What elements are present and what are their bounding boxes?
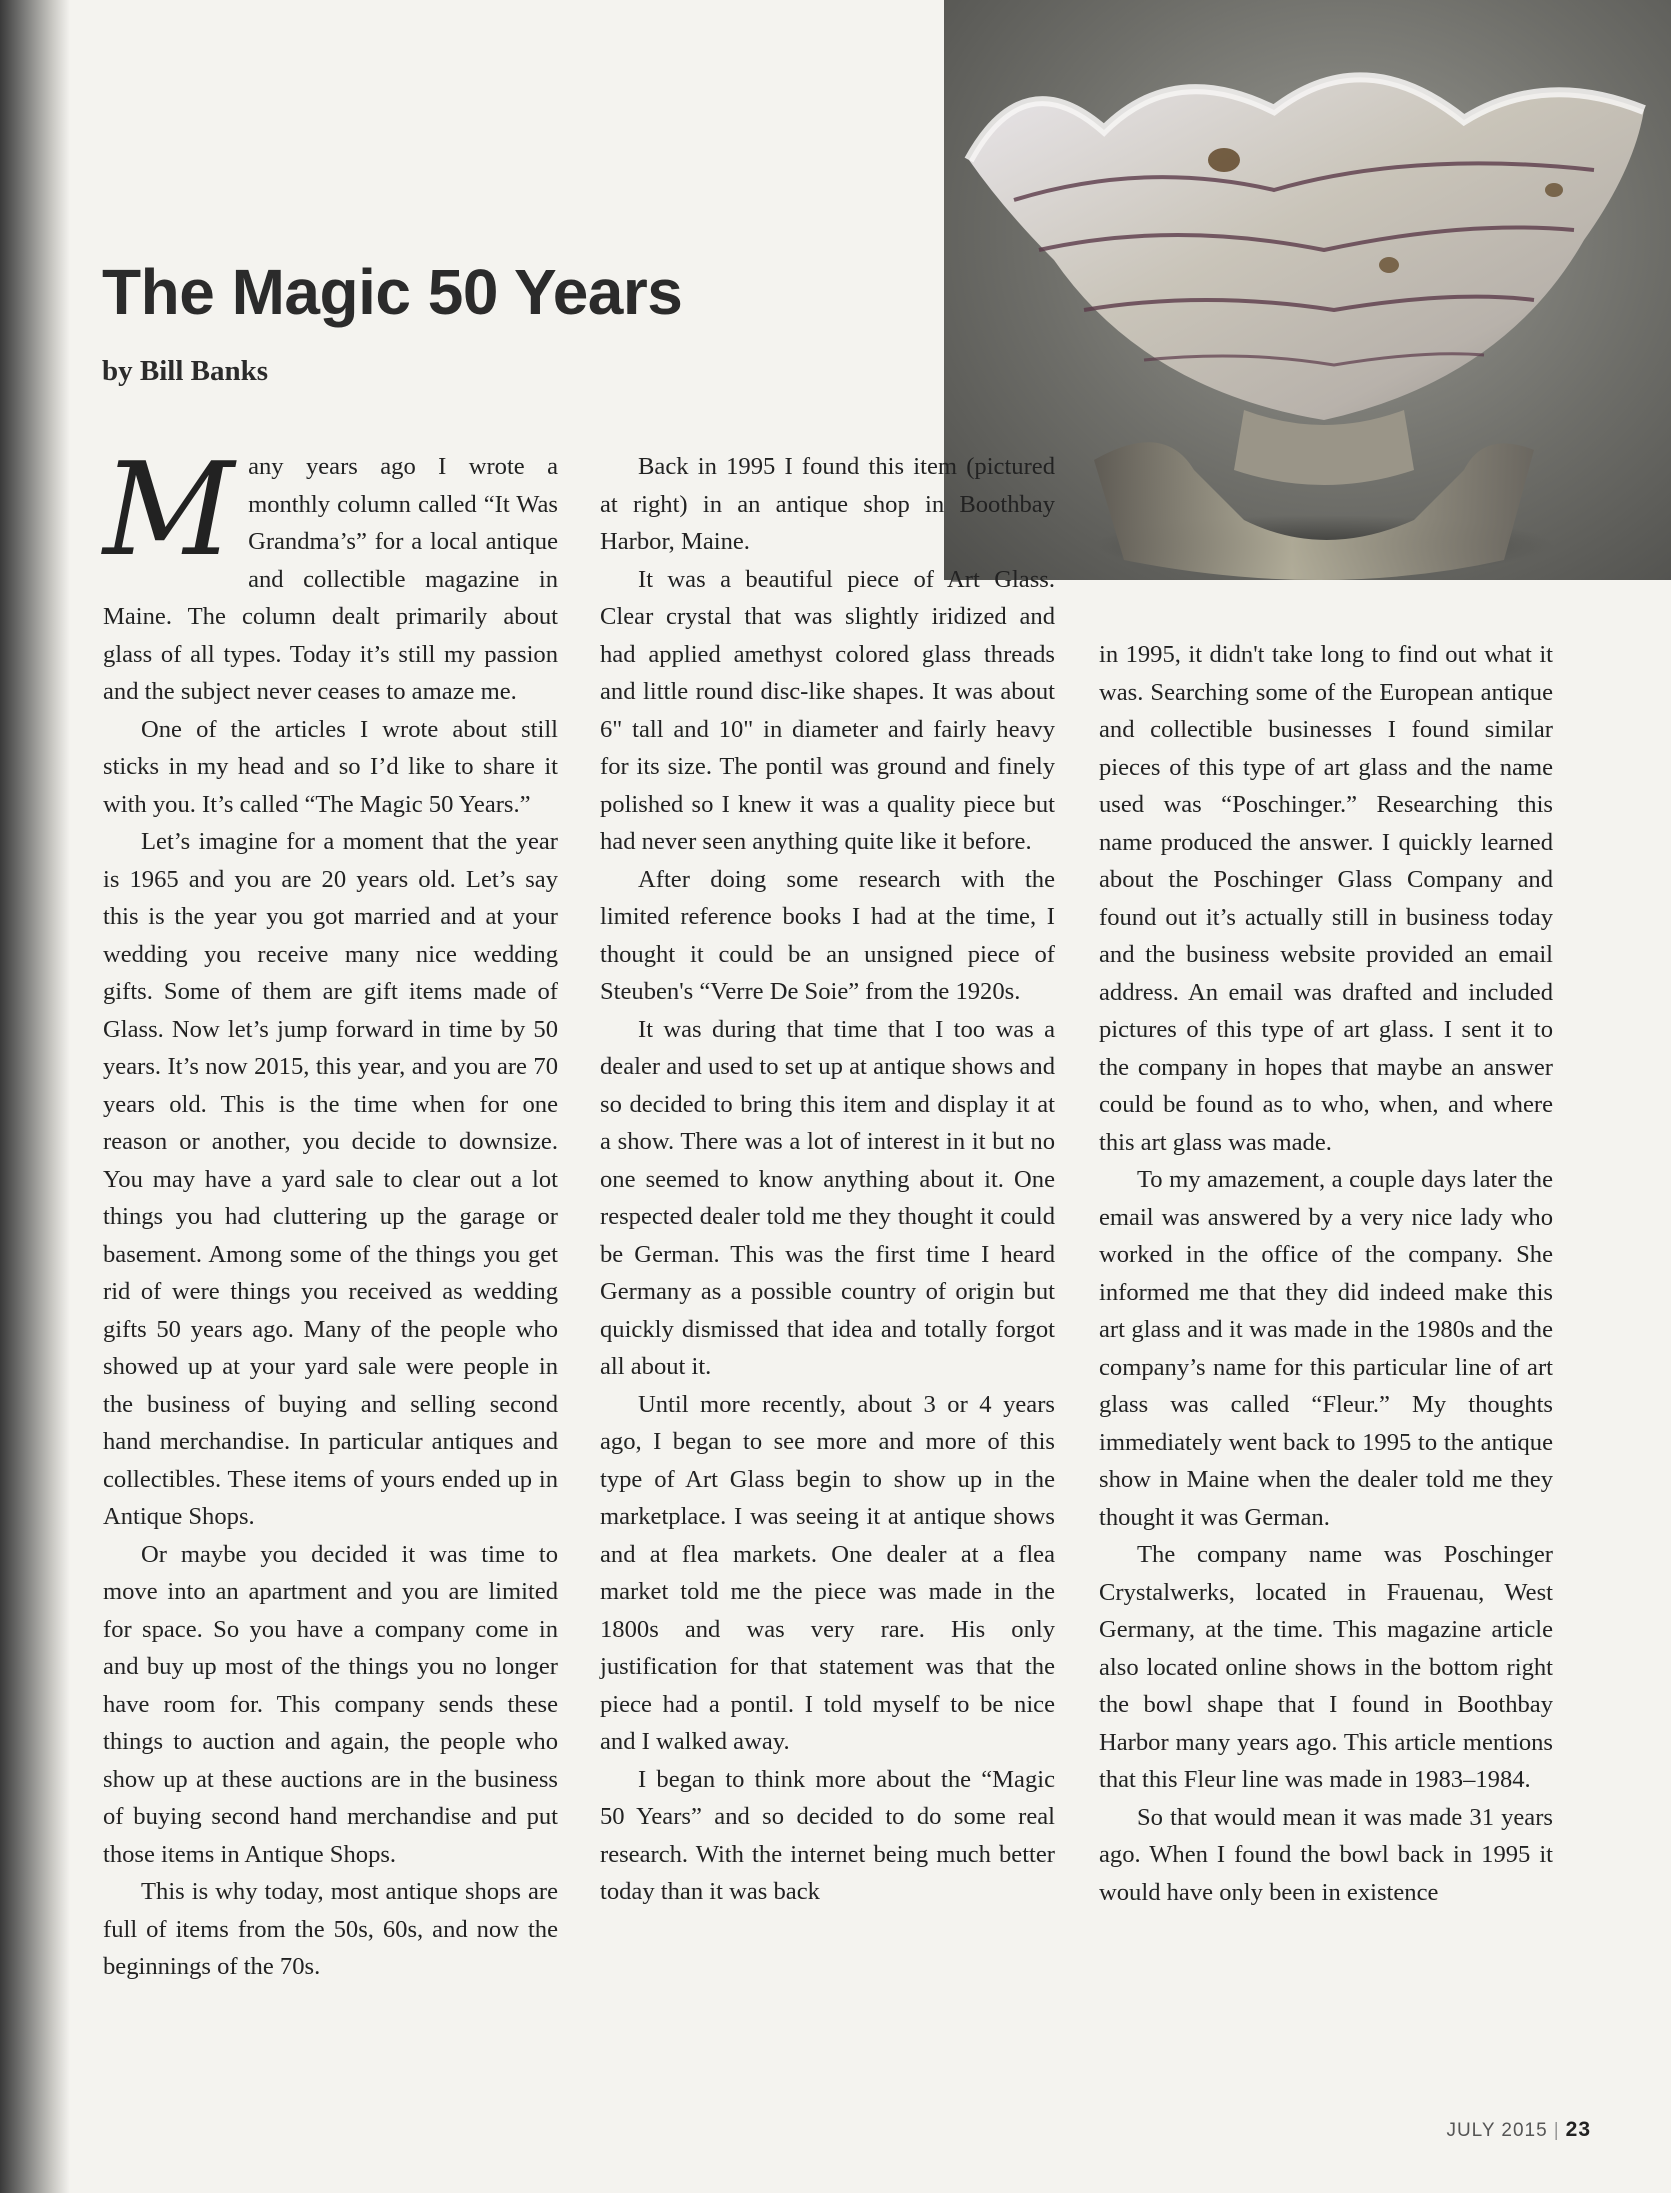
- paragraph: After doing some research with the limited reference books I had at the time, I thought it could be an unsigned piece of Steuben's “Verre De Soie” from the 1920s.: [600, 865, 1055, 1005]
- paragraph: I began to think more about the “Magic 50 Years” and so decided to do some real research. With the internet being much better today than it was back: [600, 1765, 1055, 1905]
- paragraph: Or maybe you decided it was time to move into an apartment and you are limited for space. So you have a company come in and buy up most of the things you no longer have room for. This company sends these things to auction and again, the people who show up at these auctions are in the business of buying second hand merchandise and put those items in Antique Shops.: [103, 1540, 558, 1868]
- text-column-2: [600, 448, 1055, 1911]
- article-byline: by Bill Banks: [102, 355, 269, 387]
- drop-cap: M: [103, 436, 235, 585]
- text-column-1: [103, 436, 558, 1986]
- page-footer: [1446, 2118, 1591, 2142]
- issue-date: JULY 2015: [1446, 2120, 1548, 2141]
- paragraph: To my amazement, a couple days later the email was answered by a very nice lady who worked in the office of the company. She informed me that they did indeed make this art glass and it was made in the 1980s and the company’s name for this particular line of art glass was called “Fleur.” My thoughts immediately went back to 1995 to the antique show in Maine when the dealer told me they thought it was German.: [1099, 1166, 1553, 1531]
- page-number: 23: [1565, 2118, 1591, 2141]
- paragraph: This is why today, most antique shops are full of items from the 50s, 60s, and now the beginnings of the 70s.: [103, 1878, 558, 1980]
- paragraph: The company name was Poschinger Crystalwerks, located in Frauenau, West Germany, at the time. This magazine article also located online shows in the bottom right the bowl shape that I found in Boothbay Harbor many years ago. This article mentions that this Fleur line was made in 1983–1984.: [1099, 1541, 1553, 1793]
- paragraph: It was a beautiful piece of Art Glass. Clear crystal that was slightly iridized and had applied amethyst colored glass threads and little round disc-like shapes. It was about 6" tall and 10" in diameter and fairly heavy for its size. The pontil was ground and finely polished so I knew it was a quality piece but had never seen anything quite like it before.: [600, 565, 1055, 855]
- paragraph: Back in 1995 I found this item (pictured at right) in an antique shop in Boothbay Harbor, Maine.: [600, 453, 1055, 555]
- paragraph: Until more recently, about 3 or 4 years ago, I began to see more and more of this type of Art Glass begin to show up in the marketplace. I was seeing it at antique shows and at flea markets. One dealer at a flea market told me the piece was made in the 1800s and was very rare. His only justification for that statement was that the piece had a pontil. I told myself to be nice and I walked away.: [600, 1390, 1055, 1755]
- paragraph: [103, 436, 558, 711]
- paragraph-text: any years ago I wrote a monthly column called “It Was Grandma’s” for a local antique and collectible magazine in Maine. The column dealt primarily about glass of all types. Today it’s still my passion and the subject never ceases to amaze me.: [103, 453, 558, 705]
- paragraph: in 1995, it didn't take long to find out what it was. Searching some of the European antique and collectible businesses I found similar pieces of this type of art glass and the name used was “Poschinger.” Researching this name produced the answer. I quickly learned about the Poschinger Glass Company and found out it’s actually still in business today and the business website provided an email address. An email was drafted and included pictures of this type of art glass. I sent it to the company in hopes that maybe an answer could be found as to who, when, and where this art glass was made.: [1099, 641, 1553, 1156]
- paragraph: So that would mean it was made 31 years ago. When I found the bowl back in 1995 it would have only been in existence: [1099, 1803, 1553, 1906]
- paragraph: Let’s imagine for a moment that the year is 1965 and you are 20 years old. Let’s say this is the year you got married and at your wedding you receive many nice wedding gifts. Some of them are gift items made of Glass. Now let’s jump forward in time by 50 years. It’s now 2015, this year, and you are 70 years old. This is the time when for one reason or another, you decide to downsize. You may have a yard sale to clear out a lot things you had cluttering up the garage or basement. Among some of the things you get rid of were things you received as wedding gifts 50 years ago. Many of the people who showed up at your yard sale were people in the business of buying and selling second hand merchandise. In particular antiques and collectibles. These items of yours ended up in Antique Shops.: [103, 828, 558, 1530]
- article-title: The Magic 50 Years: [102, 256, 683, 328]
- paragraph: One of the articles I wrote about still sticks in my head and so I’d like to share it with you. It’s called “The Magic 50 Years.”: [103, 715, 558, 818]
- page-binding-shadow: [0, 0, 70, 2193]
- text-column-3: [1099, 636, 1553, 1911]
- paragraph: It was during that time that I too was a dealer and used to set up at antique shows and so decided to bring this item and display it at a show. There was a lot of interest in it but no one seemed to know anything about it. One respected dealer told me they thought it could be German. This was the first time I heard Germany as a possible country of origin but quickly dismissed that idea and totally forgot all about it.: [600, 1015, 1055, 1380]
- footer-separator: |: [1553, 2120, 1560, 2141]
